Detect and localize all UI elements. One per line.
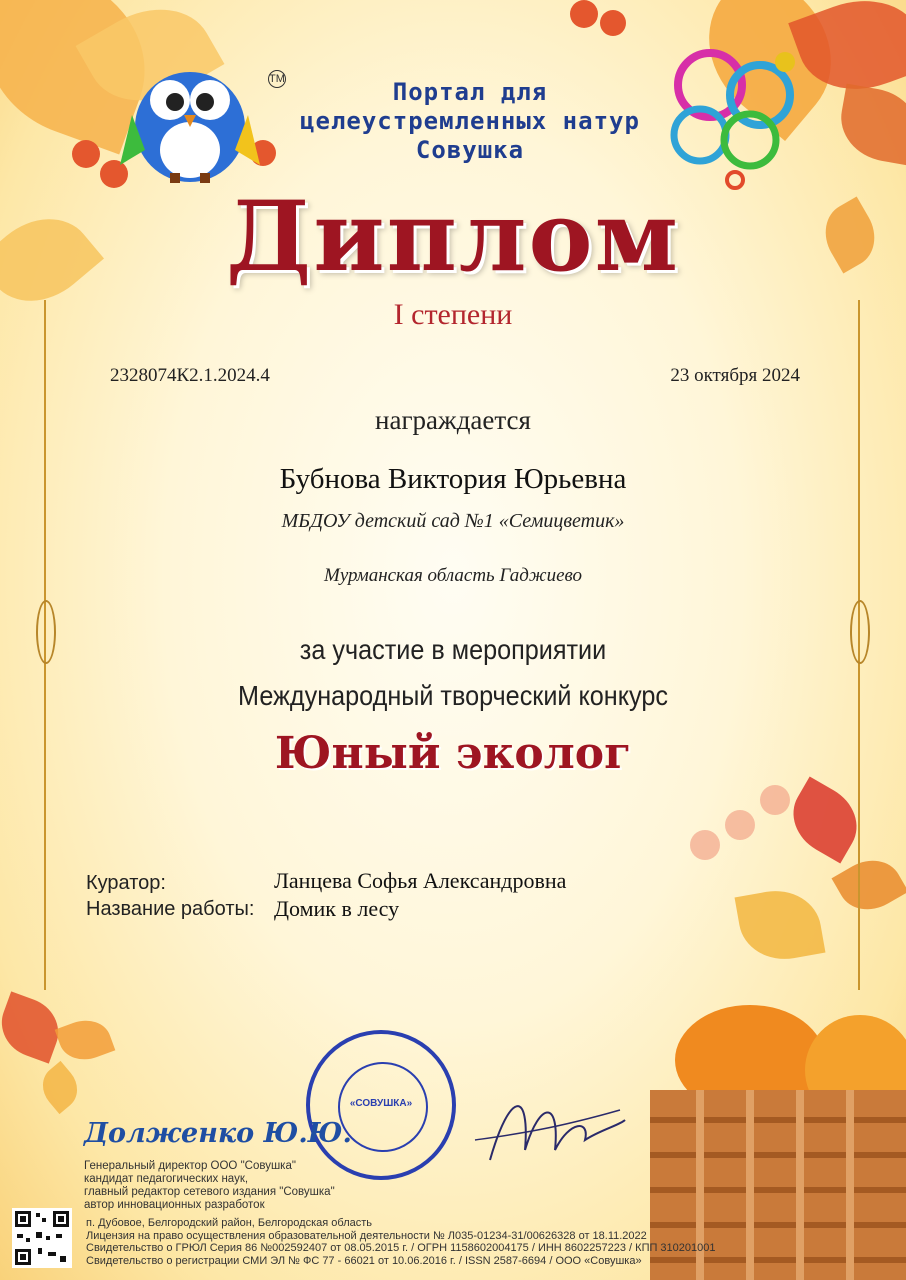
autumn-leaf-decoration: [55, 1013, 116, 1068]
official-stamp: [306, 1030, 456, 1180]
awarded-text: награждается: [375, 405, 531, 435]
director-name: Долженко Ю.Ю.: [84, 1118, 352, 1149]
director-signature: [470, 1080, 630, 1180]
berry-decoration: [570, 0, 598, 28]
director-info-line: главный редактор сетевого издания "Совушка": [84, 1186, 335, 1198]
legal-info: [86, 1217, 786, 1267]
director-info-line: Генеральный директор ООО "Совушка": [84, 1160, 296, 1172]
portal-title-line1: Портал для: [392, 78, 548, 106]
legal-info-line: Свидетельство о ГРЮЛ Серия 86 №002592407 от 08.05.2015 г. / ОГРН 1158602004175 / ИНН 8602257223 / КПП 310201001: [86, 1242, 716, 1254]
portal-title-line3: Совушка: [415, 136, 525, 164]
diploma-date: 23 октября 2024: [670, 365, 800, 386]
director-info: [84, 1160, 384, 1212]
trademark-symbol: TM: [268, 70, 286, 88]
event-name: Юный эколог: [274, 728, 632, 779]
curator-value: Ланцева Софья Александровна: [274, 868, 567, 893]
diploma-number: 2328074К2.1.2024.4: [110, 365, 270, 386]
autumn-leaf-decoration: [735, 884, 826, 967]
diploma-title: Диплом: [226, 180, 680, 293]
owl-logo-icon: [120, 55, 260, 185]
berry-decoration: [600, 10, 626, 36]
diploma-degree: I степени: [393, 298, 513, 331]
berry-decoration: [690, 830, 720, 860]
berry-decoration: [760, 785, 790, 815]
qr-code-icon[interactable]: [12, 1208, 72, 1268]
autumn-leaf-decoration: [34, 1061, 87, 1114]
berry-decoration: [725, 810, 755, 840]
stamp-center-text: «СОВУШКА»: [349, 1098, 413, 1109]
director-info-line: кандидат педагогических наук,: [84, 1173, 249, 1185]
berry-decoration: [72, 140, 100, 168]
portal-title-line2: целеустремленных натур: [300, 107, 640, 135]
recipient-name: Бубнова Виктория Юрьевна: [279, 463, 627, 495]
portal-title: [290, 78, 650, 165]
director-info-line: автор инновационных разработок: [84, 1199, 265, 1211]
autumn-leaf-decoration: [780, 777, 871, 864]
work-title-label: Название работы:: [86, 898, 255, 920]
circles-logo-icon: [665, 40, 815, 190]
recipient-region: Мурманская область Гаджиево: [324, 565, 582, 586]
work-title-value: Домик в лесу: [274, 896, 400, 921]
legal-info-line: п. Дубовое, Белгородский район, Белгородская область: [86, 1217, 373, 1229]
legal-info-line: Лицензия на право осуществления образовательной деятельности № Л035-01234-31/00626328 от 18.11.2022: [86, 1229, 647, 1242]
curator-label: Куратор:: [86, 872, 166, 894]
contest-type: Международный творческий конкурс: [238, 680, 668, 711]
participation-text: за участие в мероприятии: [299, 634, 607, 665]
legal-info-line: Свидетельство о регистрации СМИ ЭЛ № ФС 77 - 66021 от 10.06.2016 г. / ISSN 2587-6694 / ООО «Совушка»: [86, 1254, 642, 1267]
recipient-organization: МБДОУ детский сад №1 «Семицветик»: [281, 510, 625, 532]
autumn-leaf-decoration: [835, 84, 906, 167]
